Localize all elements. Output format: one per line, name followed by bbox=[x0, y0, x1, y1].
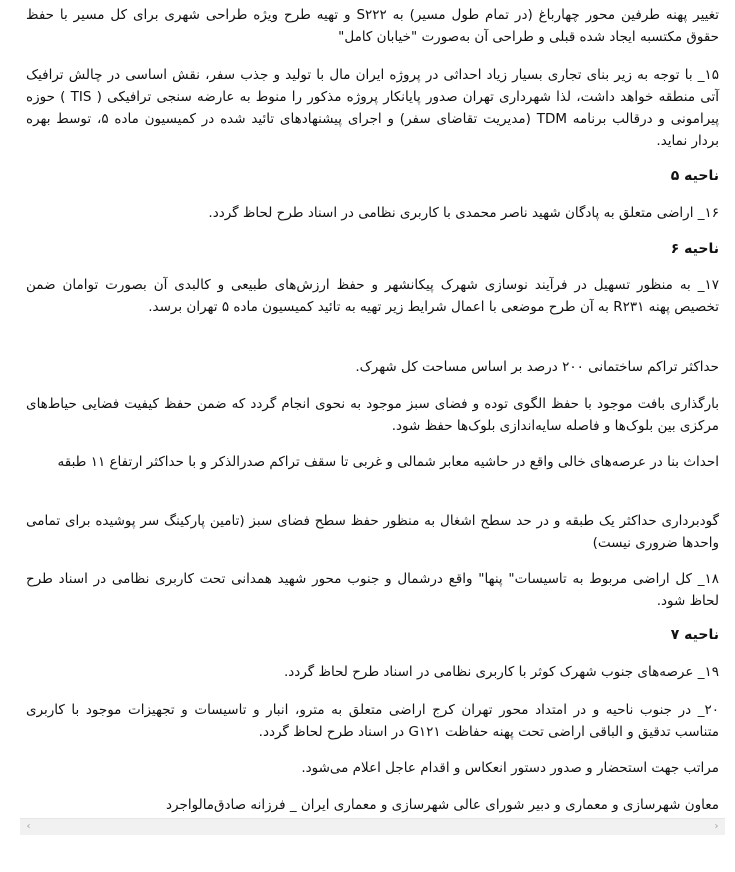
paragraph-item-16: ۱۶_ اراضی متعلق به پادگان شهید ناصر محمدی با کاربری نظامی در اسناد طرح لحاظ گردد. bbox=[208, 205, 719, 221]
paragraph-existing-fabric: بارگذاری بافت موجود با حفظ الگوی توده و فضای سبز موجود به نحوی انجام گردد که ضمن حفظ کیفیت فضایی حیاط‌های مرکزی بین بلوک‌ها و فاصله سایه‌اندازی بلوک‌ها حفظ شود. bbox=[26, 396, 719, 434]
paragraph-signature: معاون شهرسازی و معماری و دبیر شورای عالی شهرسازی و معماری ایران _ فرزانه صادق‌مالواجرد bbox=[166, 797, 719, 813]
heading-district-7: ناحیه ۷ bbox=[670, 627, 719, 643]
heading-district-6: ناحیه ۶ bbox=[670, 241, 719, 257]
paragraph-item-15: ۱۵_ با توجه به زیر بنای تجاری بسیار زیاد احداثی در پروژه ایران مال با تولید و جذب سفر، نقش اساسی در چالش ترافیک آتی منطقه خواهد داشت، لذا شهرداری تهران صدور پایانکار پروژه مذکور را منوط به عارضه سنجی ترافیکی ( TIS ) حوزه پیرامونی و درقالب برنامه TDM (مدیریت تقاضای سفر) و اجرای پیشنهادهای تائید شده در کمیسیون ماده ۵، توسط بهره بردار نماید. bbox=[26, 67, 720, 149]
document-body bbox=[20, 0, 725, 818]
paragraph-item-20: ۲۰_ در جنوب ناحیه و در امتداد محور تهران کرج اراضی متعلق به مترو، انبار و تاسیسات و تجهیزات موجود با کاربری متناسب تدقیق و الباقی اراضی تحت پهنه حفاظت G۱۲۱ در اسناد طرح لحاظ گردد. bbox=[26, 702, 719, 740]
paragraph-building-construction: احداث بنا در عرصه‌های خالی واقع در حاشیه معابر شمالی و غربی تا سقف تراکم صدرالذکر و با حداکثر ارتفاع ۱۱ طبقه bbox=[57, 454, 719, 470]
paragraph-chaharbagh-axis: تغییر پهنه طرفین محور چهارباغ (در تمام طول مسیر) به S۲۲۲ و تهیه طرح ویژه طراحی شهری برای کل مسیر با حفظ حقوق مکتسبه ایجاد شده قبلی و طراحی آن به‌صورت "خیابان کامل" bbox=[26, 7, 719, 45]
horizontal-scrollbar[interactable] bbox=[20, 818, 725, 835]
paragraph-item-19: ۱۹_ عرصه‌های جنوب شهرک کوثر با کاربری نظامی در اسناد طرح لحاظ گردد. bbox=[284, 664, 719, 680]
paragraph-item-17: ۱۷_ به منظور تسهیل در فرآیند نوسازی شهرک پیکانشهر و حفظ ارزش‌های طبیعی و کالبدی آن بصورت توامان ضمن تخصیص پهنه R۲۳۱ به آن طرح موضعی با اعمال شرایط زیر تهیه به تائید کمیسیون ماده ۵ تهران برسد. bbox=[26, 277, 719, 315]
paragraph-item-18: ۱۸_ کل اراضی مربوط به تاسیسات" پنها" واقع درشمال و جنوب محور شهید همدانی تحت کاربری نظامی در اسناد طرح لحاظ شود. bbox=[26, 571, 719, 609]
scroll-right-arrow-icon[interactable]: › bbox=[714, 821, 719, 832]
heading-district-5: ناحیه ۵ bbox=[670, 168, 719, 184]
paragraph-announcement: مراتب جهت استحضار و صدور دستور انعکاس و اقدام عاجل اعلام می‌شود. bbox=[301, 760, 719, 776]
paragraph-excavation: گودبرداری حداکثر یک طبقه و در حد سطح اشغال به منظور حفظ سطح فضای سبز (تامین پارکینگ سر پوشیده برای تمامی واحدها ضروری نیست) bbox=[26, 513, 719, 551]
paragraph-max-density: حداکثر تراکم ساختمانی ۲۰۰ درصد بر اساس مساحت کل شهرک. bbox=[355, 359, 719, 375]
scroll-left-arrow-icon[interactable]: ‹ bbox=[26, 821, 31, 832]
